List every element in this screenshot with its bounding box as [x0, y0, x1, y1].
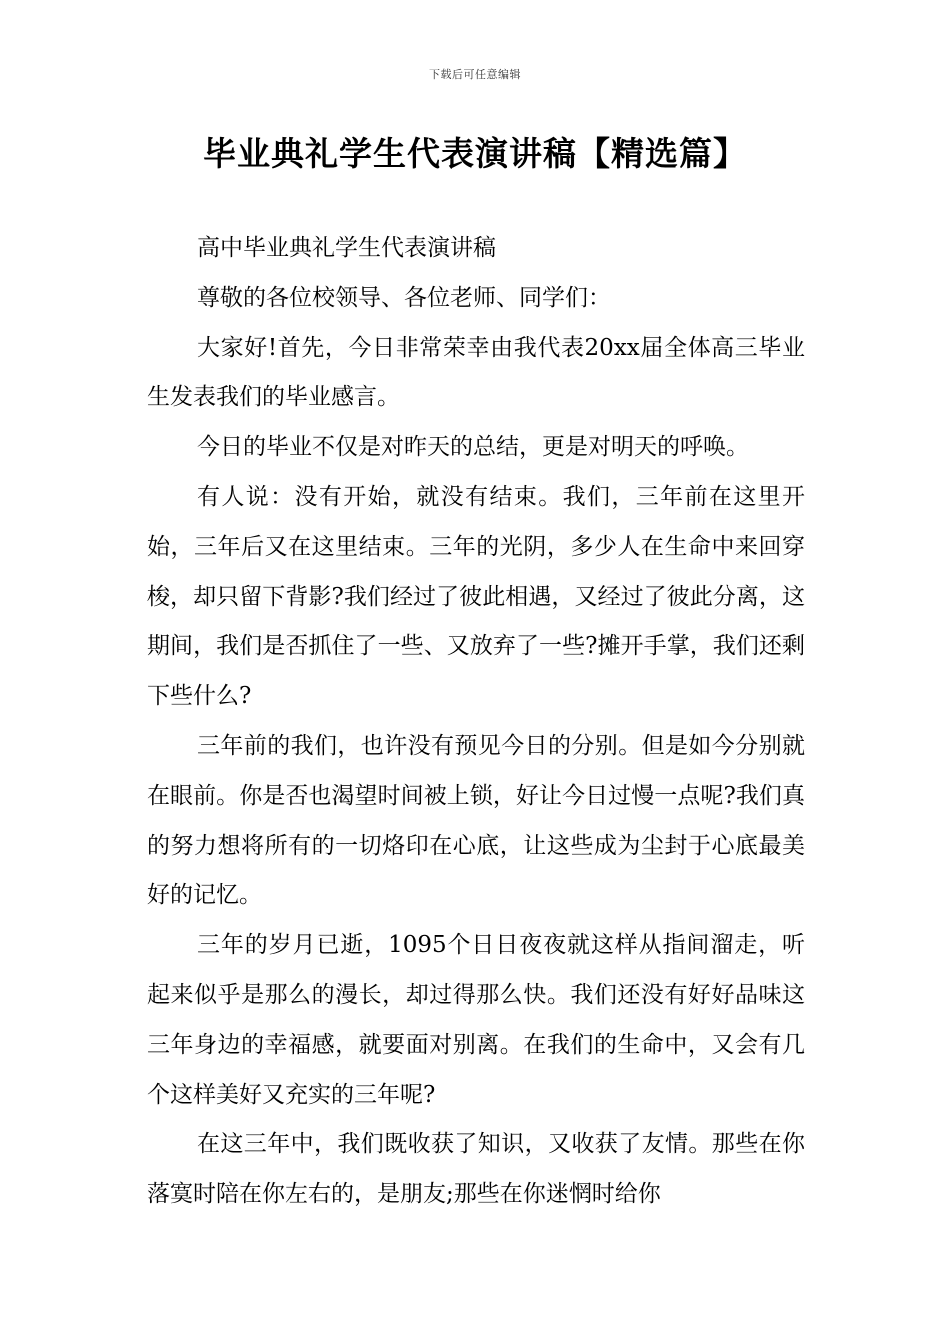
document-title: 毕业典礼学生代表演讲稿【精选篇】 — [203, 134, 747, 173]
paragraph: 今日的毕业不仅是对昨天的总结，更是对明天的呼唤。 — [197, 434, 749, 461]
paragraph: 有人说：没有开始，就没有结束。我们，三年前在这里开始，三年后又在这里结束。三年的光阴，多少人在生命中来回穿梭，却只留下背影?我们经过了彼此相遇，又经过了彼此分离，这期间，我们是否抓住了一些、又放弃了一些?摊开手掌，我们还剩下些什么? — [147, 483, 805, 710]
paragraph: 大家好!首先，今日非常荣幸由我代表20xx届全体高三毕业生发表我们的毕业感言。 — [147, 334, 805, 411]
header-note: 下载后可任意编辑 — [429, 68, 521, 81]
paragraph: 在这三年中，我们既收获了知识，又收获了友情。那些在你落寞时陪在你左右的，是朋友;那些在你迷惘时给你 — [147, 1131, 805, 1208]
paragraph: 三年的岁月已逝，1095个日日夜夜就这样从指间溜走，听起来似乎是那么的漫长，却过得那么快。我们还没有好好品味这三年身边的幸福感，就要面对别离。在我们的生命中，又会有几个这样美好又充实的三年呢? — [147, 932, 805, 1108]
paragraph: 三年前的我们，也许没有预见今日的分别。但是如今分别就在眼前。你是否也渴望时间被上锁，好让今日过慢一点呢?我们真的努力想将所有的一切烙印在心底，让这些成为尘封于心底最美好的记忆。 — [147, 732, 805, 909]
salutation: 尊敬的各位校领导、各位老师、同学们： — [197, 284, 611, 311]
document-body — [147, 224, 805, 1220]
speech-subtitle: 高中毕业典礼学生代表演讲稿 — [197, 235, 496, 261]
